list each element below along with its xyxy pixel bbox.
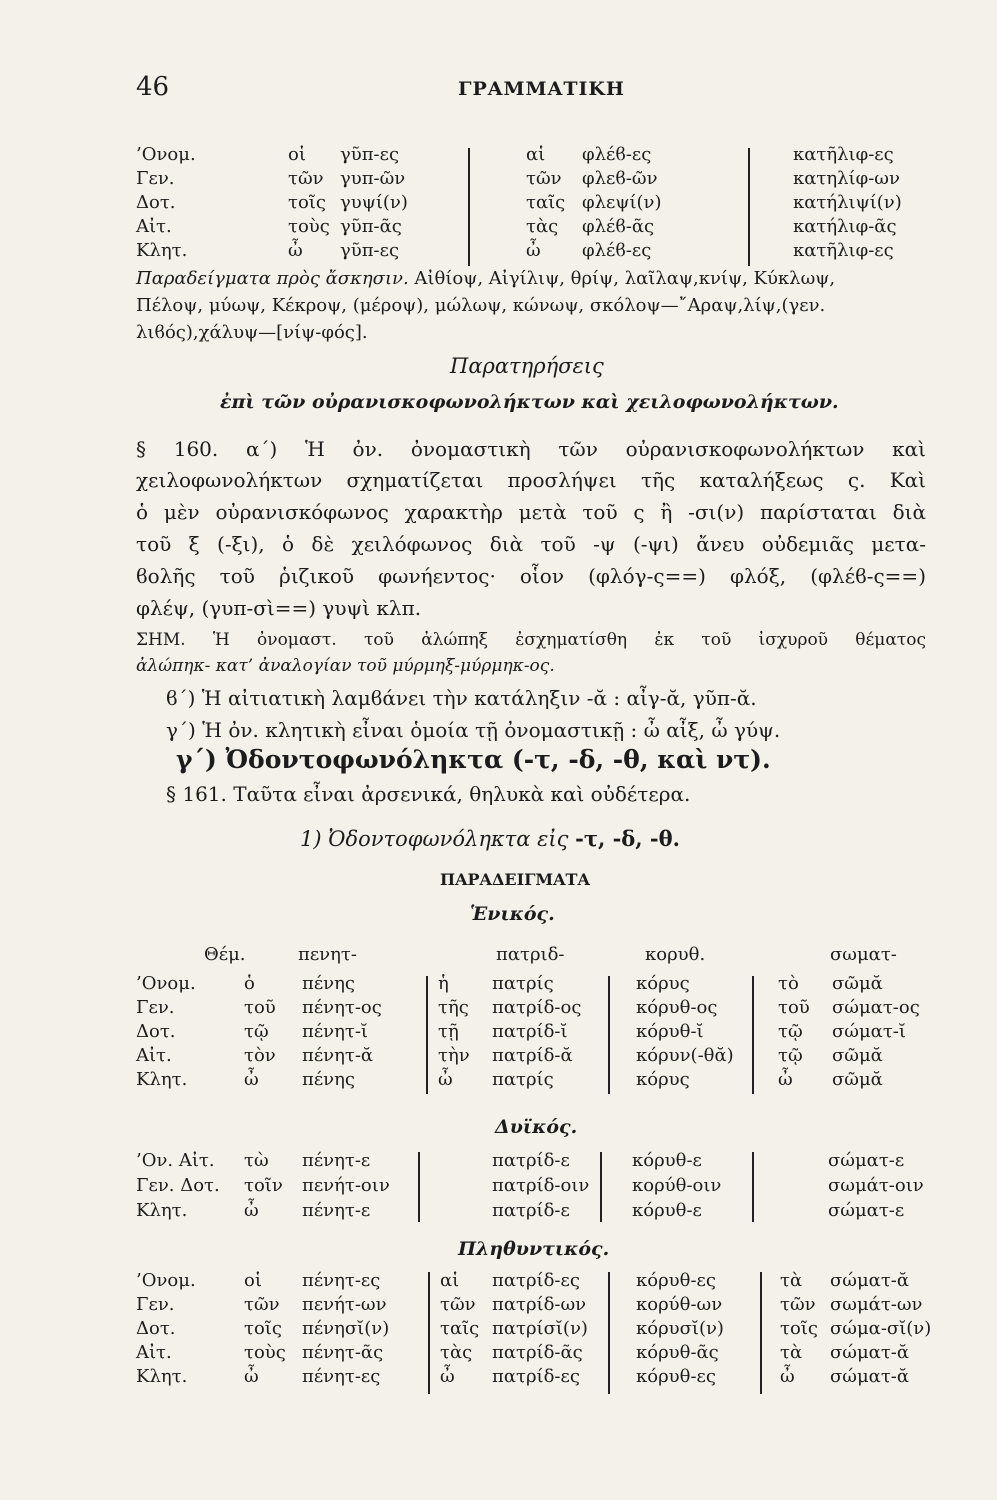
table-cell: ’Ονομ. — [136, 144, 196, 165]
stem: σωματ- — [830, 944, 897, 965]
table-cell: γῦπ-ες — [340, 144, 400, 165]
table-cell: ὦ — [778, 1069, 793, 1090]
paragraph-160-line: § 160. α΄) Ἡ ὀν. ὀνομαστικὴ τῶν οὐρανισκοφωνολήκτων καὶ — [136, 437, 926, 461]
plural-label: Πληθυντικός. — [458, 1238, 610, 1260]
table-cell: γῦπ-ες — [340, 240, 400, 261]
subsection-title — [300, 826, 680, 851]
table-cell: σώματ-ῐ — [832, 1021, 906, 1042]
column-divider — [752, 976, 754, 1094]
table-cell: πένητ-ῐ — [302, 1021, 368, 1042]
table-cell: πατρίς — [492, 1069, 554, 1090]
table-cell: κόρυσῐ(ν) — [636, 1318, 724, 1339]
table-cell: τοῖς — [244, 1318, 282, 1339]
table-cell: κόρυς — [636, 1069, 690, 1090]
table-cell: Γεν. — [136, 168, 175, 189]
table-cell: τὸν — [244, 1045, 276, 1066]
column-divider — [428, 1272, 430, 1394]
table-cell: ’Ονομ. — [136, 973, 196, 994]
table-cell: σώματ-ε — [828, 1200, 905, 1221]
examples-line-1 — [136, 268, 835, 289]
table-cell: σώματ-ε — [828, 1150, 905, 1171]
observations-title: Παρατηρήσεις — [450, 354, 604, 378]
table-cell: πατρίδ-ε — [492, 1200, 570, 1221]
column-divider — [608, 1272, 610, 1394]
table-cell: τὰ — [780, 1342, 803, 1363]
table-cell: σῶμᾰ — [832, 1045, 883, 1066]
examples-line-2: Πέλοψ, μύωψ, Κέκροψ, (μέροψ), μώλωψ, κώνωψ, σκόλοψ—῎Αραψ,λίψ,(γεν. — [136, 295, 826, 316]
table-cell: ἡ — [438, 973, 449, 994]
table-cell: ταῖς — [440, 1318, 480, 1339]
table-cell: τῆς — [438, 997, 469, 1018]
table-cell: φλεϐ-ῶν — [582, 168, 658, 189]
table-cell: ὁ — [244, 973, 255, 994]
table-cell: τοῦ — [778, 997, 810, 1018]
table-cell: τῇ — [438, 1021, 459, 1042]
examples-list-start: Αἰθίοψ, Αἰγίλιψ, θρίψ, λαῖλαψ,κνίψ, Κύκλωψ, — [414, 268, 836, 289]
subsection-endings: -τ, -δ, -θ. — [575, 826, 680, 851]
table-cell: πατρίδ-ες — [492, 1270, 580, 1291]
section-heading: γ΄) Ὀδοντοφωνόληκτα (-τ, -δ, -θ, καὶ ντ). — [176, 745, 771, 774]
stem-label: Θέμ. — [204, 944, 246, 965]
table-cell: πατρίσῐ(ν) — [492, 1318, 588, 1339]
column-divider — [600, 1152, 602, 1222]
table-cell: φλέϐ-ες — [582, 144, 652, 165]
table-cell: σῶμᾰ — [832, 973, 883, 994]
table-cell: τοῖν — [244, 1175, 283, 1196]
table-cell: γυπ-ῶν — [340, 168, 406, 189]
table-cell: ὦ — [440, 1366, 455, 1387]
table-cell: κατήλιψί(ν) — [793, 192, 902, 213]
table-cell: Αἰτ. — [136, 1342, 172, 1363]
stem: πενητ- — [298, 944, 357, 965]
table-cell: πατρίδ-ῐ — [492, 1021, 568, 1042]
table-cell: ὦ — [244, 1069, 259, 1090]
table-cell: ὦ — [244, 1200, 259, 1221]
table-cell: πατρίδ-οιν — [492, 1175, 590, 1196]
table-cell: Γεν. — [136, 997, 175, 1018]
table-cell: τῷ — [244, 1021, 269, 1042]
table-cell: σώματ-ᾰ — [830, 1270, 910, 1291]
paragraph-161: § 161. Ταῦτα εἶναι ἀρσενικά, θηλυκὰ καὶ οὐδέτερα. — [166, 782, 691, 806]
table-cell: πένητ-ε — [302, 1150, 371, 1171]
table-cell: τὼ — [244, 1150, 269, 1171]
column-divider — [608, 976, 610, 1094]
paragraph-160-line: φλέψ, (γυπ-σὶ==) γυψὶ κλπ. — [136, 596, 422, 620]
table-cell: πένητ-ες — [302, 1366, 381, 1387]
table-cell: σωμάτ-οιν — [828, 1175, 924, 1196]
table-cell: πένητ-ᾶς — [302, 1342, 384, 1363]
table-cell: γῦπ-ᾶς — [340, 216, 402, 237]
subsection-name: Ὀδοντοφωνόληκτα εἰς — [328, 827, 569, 851]
table-cell: τοὺς — [244, 1342, 286, 1363]
column-divider — [426, 976, 428, 1094]
note-line: ΣΗΜ. Ἡ ὀνομαστ. τοῦ ἀλώπηξ ἐσχηματίσθη ἐκ τοῦ ἰσχυροῦ θέματος — [136, 630, 926, 650]
table-cell: ταῖς — [526, 192, 566, 213]
column-divider — [418, 1152, 420, 1222]
rule-gamma: γ΄) Ἡ ὀν. κλητικὴ εἶναι ὁμοία τῇ ὀνομαστικῇ : ὦ αἶξ, ὦ γύψ. — [166, 718, 781, 742]
paradigms-heading: ΠΑΡΑΔΕΙΓΜΑΤΑ — [440, 870, 590, 889]
note-line: ἀλώπηκ- κατ’ ἀναλογίαν τοῦ μύρμηξ-μύρμηκ-ος. — [136, 656, 555, 676]
table-cell: σωμάτ-ων — [830, 1294, 923, 1315]
column-divider — [760, 1272, 762, 1394]
table-cell: κατῆλιφ-ες — [793, 144, 894, 165]
column-divider — [468, 148, 470, 266]
table-cell: πατρίδ-ων — [492, 1294, 587, 1315]
table-cell: πατρίδ-ες — [492, 1366, 580, 1387]
table-cell: Αἰτ. — [136, 216, 172, 237]
table-cell: Κλητ. — [136, 1200, 188, 1221]
table-cell: τῶν — [288, 168, 324, 189]
table-cell: Αἰτ. — [136, 1045, 172, 1066]
table-cell: πένητ-ε — [302, 1200, 371, 1221]
stem: πατριδ- — [496, 944, 565, 965]
table-cell: κορύθ-οιν — [632, 1175, 722, 1196]
observations-subtitle: ἐπὶ τῶν οὐρανισκοφωνολήκτων καὶ χειλοφωνολήκτων. — [220, 391, 839, 413]
paragraph-160-line: ὁ μὲν οὐρανισκόφωνος χαρακτὴρ μετὰ τοῦ ς ἢ -σι(ν) παρίσταται διὰ — [136, 500, 926, 524]
table-cell: τῶν — [440, 1294, 476, 1315]
table-cell: κατῆλιφ-ες — [793, 240, 894, 261]
paragraph-160-line: χειλοφωνολήκτων σχηματίζεται προσλήψει τῆς καταλήξεως ς. Καὶ — [136, 468, 926, 492]
table-cell: πατρίδ-ος — [492, 997, 582, 1018]
table-cell: κορύθ-ων — [636, 1294, 723, 1315]
table-cell: πατρίδ-ᾶς — [492, 1342, 583, 1363]
table-cell: ὦ — [780, 1366, 795, 1387]
table-cell: τοῖς — [780, 1318, 818, 1339]
table-cell: οἱ — [244, 1270, 262, 1291]
column-divider — [752, 1152, 754, 1222]
table-cell: τῶν — [780, 1294, 816, 1315]
table-cell: Δοτ. — [136, 1318, 176, 1339]
table-cell: αἱ — [440, 1270, 460, 1291]
table-cell: κόρυθ-ε — [632, 1200, 702, 1221]
table-cell: ὦ — [438, 1069, 453, 1090]
table-cell: τοὺς — [288, 216, 330, 237]
table-cell: αἱ — [526, 144, 546, 165]
table-cell: πενήτ-ων — [302, 1294, 387, 1315]
table-cell: τὴν — [438, 1045, 470, 1066]
stem: κορυθ. — [645, 944, 706, 965]
examples-label: Παραδείγματα πρὸς ἄσκησιν. — [136, 268, 409, 289]
table-cell: Γεν. — [136, 1294, 175, 1315]
table-cell: πενήτ-οιν — [302, 1175, 390, 1196]
table-cell: πένητ-ες — [302, 1270, 381, 1291]
table-cell: τῶν — [526, 168, 562, 189]
table-cell: κόρυν(-θᾰ) — [636, 1045, 734, 1066]
table-cell: γυψί(ν) — [340, 192, 408, 213]
table-cell: πατρίδ-ᾰ — [492, 1045, 573, 1066]
table-cell: πατρίδ-ε — [492, 1150, 570, 1171]
singular-label: Ἑνικός. — [470, 903, 555, 925]
table-cell: κατηλίφ-ων — [793, 168, 900, 189]
table-cell: πατρίς — [492, 973, 554, 994]
table-cell: τὰς — [526, 216, 559, 237]
table-cell: κόρυθ-ῐ — [636, 1021, 704, 1042]
table-cell: τῷ — [778, 1021, 803, 1042]
table-cell: φλέϐ-ᾶς — [582, 216, 655, 237]
table-cell: τῷ — [778, 1045, 803, 1066]
table-cell: τὰς — [440, 1342, 473, 1363]
page-number: 46 — [136, 72, 170, 102]
table-cell: ’Ονομ. — [136, 1270, 196, 1291]
table-cell: Δοτ. — [136, 1021, 176, 1042]
rule-beta: ϐ΄) Ἡ αἰτιατικὴ λαμϐάνει τὴν κατάληξιν -ᾰ : αἶγ-ᾰ, γῦπ-ᾰ. — [166, 686, 757, 710]
table-cell: πένητ-ᾰ — [302, 1045, 374, 1066]
table-cell: κόρυθ-ος — [636, 997, 718, 1018]
table-cell: Κλητ. — [136, 1366, 188, 1387]
table-cell: τὸ — [778, 973, 799, 994]
column-divider — [748, 148, 750, 266]
table-cell: κόρυθ-ᾶς — [636, 1342, 719, 1363]
table-cell: σώματ-ᾰ — [830, 1366, 910, 1387]
subsection-number: 1) — [300, 827, 322, 851]
table-cell: κατήλιφ-ᾶς — [793, 216, 897, 237]
examples-line-3: λιϐός),χάλυψ—[νίψ-φός]. — [136, 322, 368, 343]
table-cell: πένητ-ος — [302, 997, 382, 1018]
table-cell: ὦ — [526, 240, 541, 261]
paragraph-160-line: τοῦ ξ (-ξι), ὁ δὲ χειλόφωνος διὰ τοῦ -ψ (-ψι) ἄνευ οὐδεμιᾶς μετα- — [136, 532, 926, 556]
table-cell: κόρυθ-ε — [632, 1150, 702, 1171]
table-cell: ’Ον. Αἰτ. — [136, 1150, 215, 1171]
table-cell: ὦ — [288, 240, 303, 261]
table-cell: σώματ-ᾰ — [830, 1342, 910, 1363]
table-cell: σώματ-ος — [832, 997, 920, 1018]
table-cell: κόρυθ-ες — [636, 1366, 716, 1387]
table-cell: πένης — [302, 1069, 355, 1090]
table-cell: κόρυς — [636, 973, 690, 994]
table-cell: Κλητ. — [136, 1069, 188, 1090]
table-cell: τοῦ — [244, 997, 276, 1018]
dual-label: Δυϊκός. — [495, 1116, 578, 1138]
table-cell: σῶμᾰ — [832, 1069, 883, 1090]
table-cell: φλέϐ-ες — [582, 240, 652, 261]
table-cell: Κλητ. — [136, 240, 188, 261]
table-cell: ὦ — [244, 1366, 259, 1387]
table-cell: τὰ — [780, 1270, 803, 1291]
table-cell: Δοτ. — [136, 192, 176, 213]
table-cell: τοῖς — [288, 192, 326, 213]
table-cell: Γεν. Δοτ. — [136, 1175, 220, 1196]
table-cell: τῶν — [244, 1294, 280, 1315]
table-cell: κόρυθ-ες — [636, 1270, 716, 1291]
running-title: ΓΡΑΜΜΑΤΙΚΗ — [458, 78, 625, 100]
table-cell: πένησῐ(ν) — [302, 1318, 390, 1339]
table-cell: πένης — [302, 973, 355, 994]
table-cell: σώμα-σῐ(ν) — [830, 1318, 932, 1339]
paragraph-160-line: ϐολῆς τοῦ ῥιζικοῦ φωνήεντος· οἷον (φλόγ-ς==) φλόξ, (φλέϐ-ς==) — [136, 564, 926, 588]
table-cell: φλεψί(ν) — [582, 192, 662, 213]
table-cell: οἱ — [288, 144, 306, 165]
